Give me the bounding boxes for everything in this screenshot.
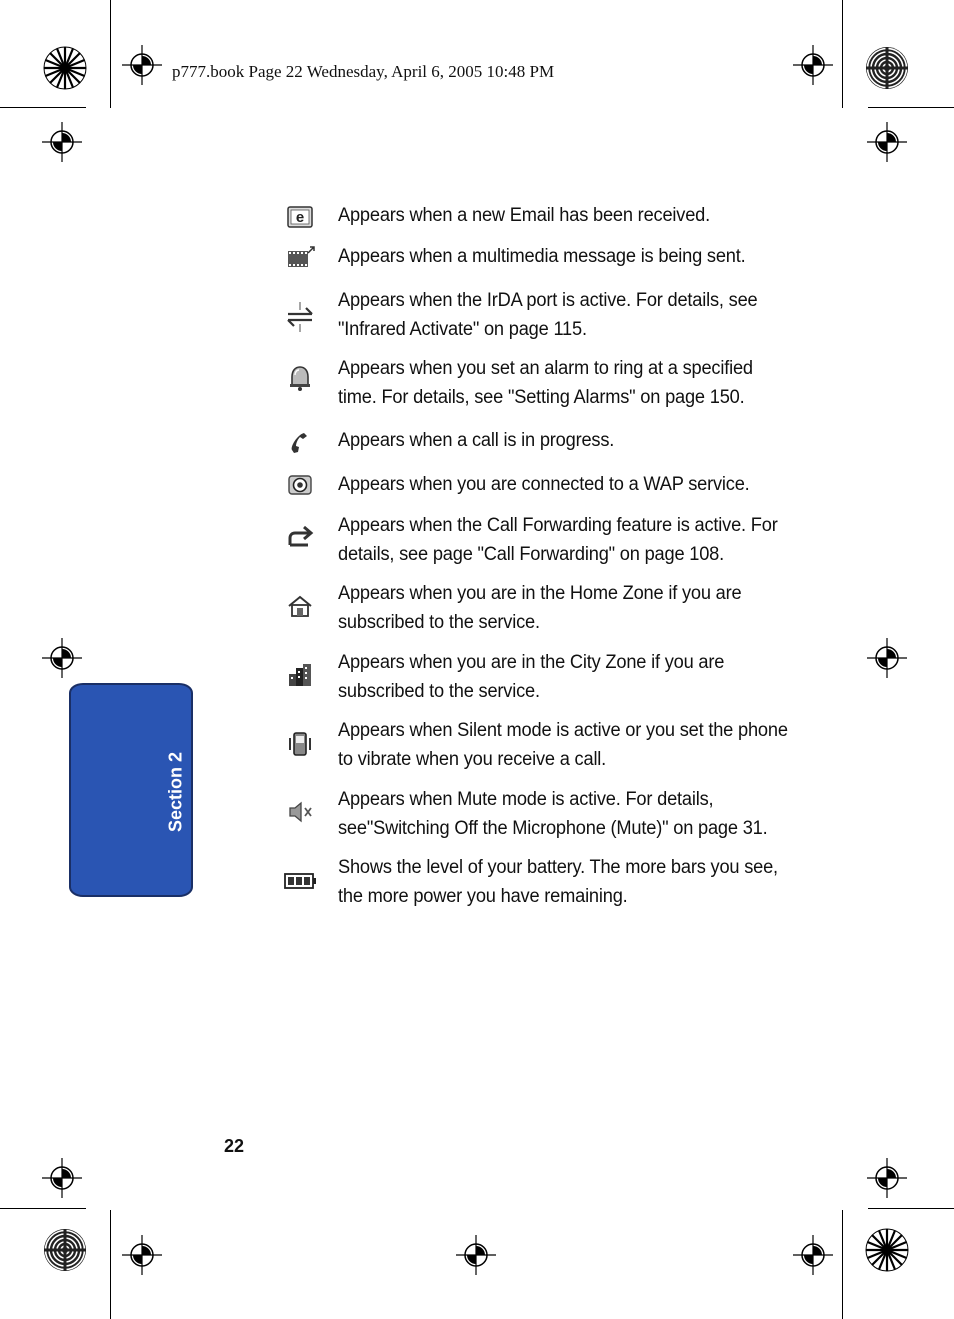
list-item-text: Appears when Silent mode is active or you set the phone to vibrate when you receive a call.	[338, 720, 788, 770]
home-zone-icon	[280, 586, 320, 626]
city-zone-icon	[280, 655, 320, 695]
list-item-text: Appears when a multimedia message is being sent.	[338, 246, 746, 267]
starburst-target-icon	[43, 46, 87, 90]
silent-vibrate-icon	[280, 724, 320, 764]
page-number: 22	[224, 1136, 245, 1156]
list-item-text: Appears when Mute mode is active. For details, see"Switching Off the Microphone (Mute)" on page 31.	[338, 789, 768, 839]
list-item-text: Appears when the Call Forwarding feature is active. For details, see page "Call Forwarding" on page 108.	[338, 515, 778, 565]
email-icon	[280, 200, 320, 240]
registration-target-icon	[42, 122, 82, 162]
registration-target-icon	[793, 1235, 833, 1275]
call-forwarding-icon	[280, 519, 320, 559]
list-item-text: Appears when you set an alarm to ring at a specified time. For details, see "Setting Alarms" on page 150.	[338, 358, 753, 408]
starburst-target-icon	[865, 46, 909, 90]
book-header: p777.book Page 22 Wednesday, April 6, 2005 10:48 PM	[172, 62, 555, 81]
call-in-progress-icon	[280, 423, 320, 463]
registration-target-icon	[456, 1235, 496, 1275]
registration-target-icon	[793, 45, 833, 85]
list-item-text: Appears when you are in the Home Zone if you are subscribed to the service.	[338, 583, 742, 633]
registration-target-icon	[42, 638, 82, 678]
list-item-text: Appears when a call is in progress.	[338, 430, 615, 451]
list-item-text: Appears when a new Email has been received.	[338, 205, 710, 226]
registration-target-icon	[122, 45, 162, 85]
list-item-text: Appears when you are in the City Zone if you are subscribed to the service.	[338, 652, 725, 702]
list-item-text: Appears when you are connected to a WAP service.	[338, 474, 750, 495]
registration-target-icon	[867, 122, 907, 162]
registration-target-icon	[42, 1158, 82, 1198]
list-item-text: Appears when the IrDA port is active. For details, see "Infrared Activate" on page 115.	[338, 290, 758, 340]
section-tab-label: Section 2	[165, 751, 186, 833]
alarm-bell-icon	[280, 357, 320, 397]
irda-icon	[280, 297, 320, 337]
wap-globe-icon	[280, 465, 320, 505]
mms-sending-icon	[280, 239, 320, 279]
starburst-target-icon	[43, 1228, 87, 1272]
starburst-target-icon	[865, 1228, 909, 1272]
list-item-text: Shows the level of your battery. The more bars you see, the more power you have remaining.	[338, 857, 778, 907]
registration-target-icon	[867, 1158, 907, 1198]
registration-target-icon	[122, 1235, 162, 1275]
battery-icon	[280, 861, 320, 901]
registration-target-icon	[867, 638, 907, 678]
mute-icon	[280, 792, 320, 832]
svg-text:e: e	[295, 209, 305, 226]
